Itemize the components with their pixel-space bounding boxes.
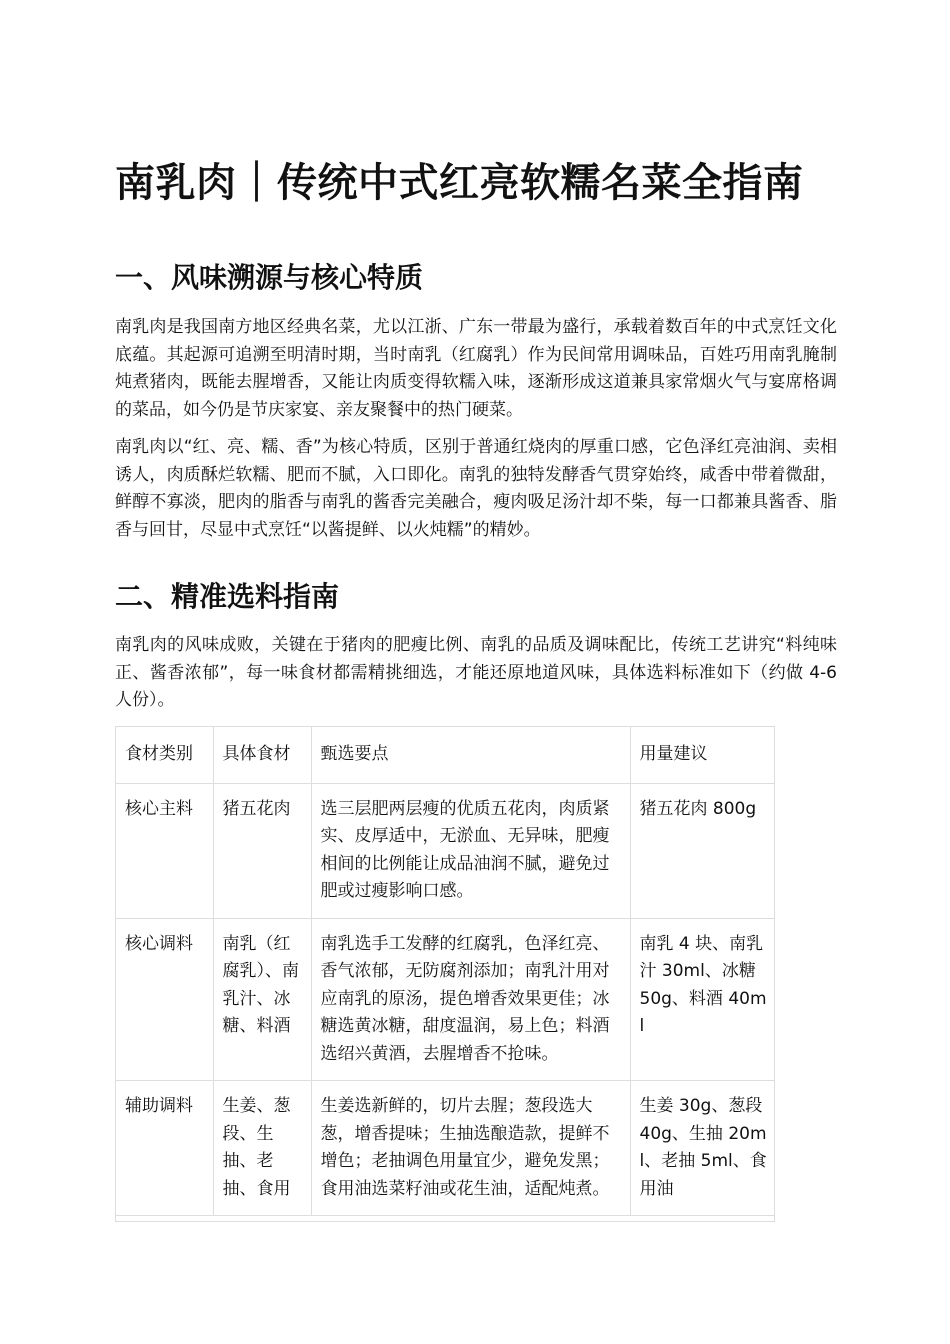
table-row (116, 918, 775, 1081)
table-row (116, 1081, 775, 1216)
table-cell-ingredient: 南乳（红腐乳）、南乳汁、冰糖、料酒 (213, 918, 311, 1081)
table-cell-category: 核心调料 (116, 918, 213, 1081)
origin-paragraph-2: 南乳肉以“红、亮、糯、香”为核心特质，区别于普通红烧肉的厚重口感，它色泽红亮油润、卖相诱人，肉质酥烂软糯、肥而不腻，入口即化。南乳的独特发酵香气贯穿始终，咸香中带着微甜，鲜醇不寡淡，肥肉的脂香与南乳的酱香完美融合，瘦肉吸足汤汁却不柴，每一口都兼具酱香、脂香与回甘，尽显中式烹饪“以酱提鲜、以火炖糯”的精妙。 (115, 437, 837, 540)
ingredients-table-container (115, 726, 775, 1222)
column-header-amount: 用量建议 (630, 727, 775, 783)
column-header-selection-tips: 甄选要点 (311, 727, 630, 783)
column-header-ingredient: 具体食材 (213, 727, 311, 783)
ingredients-intro-paragraph: 南乳肉的风味成败，关键在于猪肉的肥瘦比例、南乳的品质及调味配比，传统工艺讲究“料纯味正、酱香浓郁”，每一味食材都需精挑细选，才能还原地道风味，具体选料标准如下（约做 4-6 人份）。 (115, 635, 837, 710)
table-cell-category: 辅助调料 (116, 1081, 213, 1216)
origin-paragraph-1: 南乳肉是我国南方地区经典名菜，尤以江浙、广东一带最为盛行，承载着数百年的中式烹饪文化底蕴。其起源可追溯至明清时期，当时南乳（红腐乳）作为民间常用调味品，百姓巧用南乳腌制炖煮猪肉，既能去腥增香，又能让肉质变得软糯入味，逐渐形成这道兼具家常烟火气与宴席格调的菜品，如今仍是节庆家宴、亲友聚餐中的热门硬菜。 (115, 317, 837, 420)
table-cell-selection-tips: 生姜选新鲜的，切片去腥；葱段选大葱，增香提味；生抽选酿造款，提鲜不增色；老抽调色用量宜少，避免发黑；食用油选菜籽油或花生油，适配炖煮。 (311, 1081, 630, 1216)
page-title: 南乳肉｜传统中式红亮软糯名菜全指南 (115, 160, 804, 206)
section-heading-ingredients: 二、精准选料指南 (115, 580, 340, 613)
table-cell-ingredient: 生姜、葱段、生抽、老抽、食用 (213, 1081, 311, 1216)
table-row (116, 783, 775, 918)
table-cell-amount: 生姜 30g、葱段 40g、生抽 20ml、老抽 5ml、食用油 (630, 1081, 775, 1216)
ingredients-table (116, 727, 775, 1216)
table-cell-selection-tips: 南乳选手工发酵的红腐乳，色泽红亮、香气浓郁，无防腐剂添加；南乳汁用对应南乳的原汤，提色增香效果更佳；冰糖选黄冰糖，甜度温润，易上色；料酒选绍兴黄酒，去腥增香不抢味。 (311, 918, 630, 1081)
table-cell-amount: 猪五花肉 800g (630, 783, 775, 918)
table-cell-ingredient: 猪五花肉 (213, 783, 311, 918)
section-heading-origin: 一、风味溯源与核心特质 (115, 261, 424, 294)
table-cell-amount: 南乳 4 块、南乳汁 30ml、冰糖 50g、料酒 40ml (630, 918, 775, 1081)
table-cell-selection-tips: 选三层肥两层瘦的优质五花肉，肉质紧实、皮厚适中，无淤血、无异味，肥瘦相间的比例能让成品油润不腻，避免过肥或过瘦影响口感。 (311, 783, 630, 918)
table-cell-category: 核心主料 (116, 783, 213, 918)
column-header-category: 食材类别 (116, 727, 213, 783)
table-header-row (116, 727, 775, 783)
